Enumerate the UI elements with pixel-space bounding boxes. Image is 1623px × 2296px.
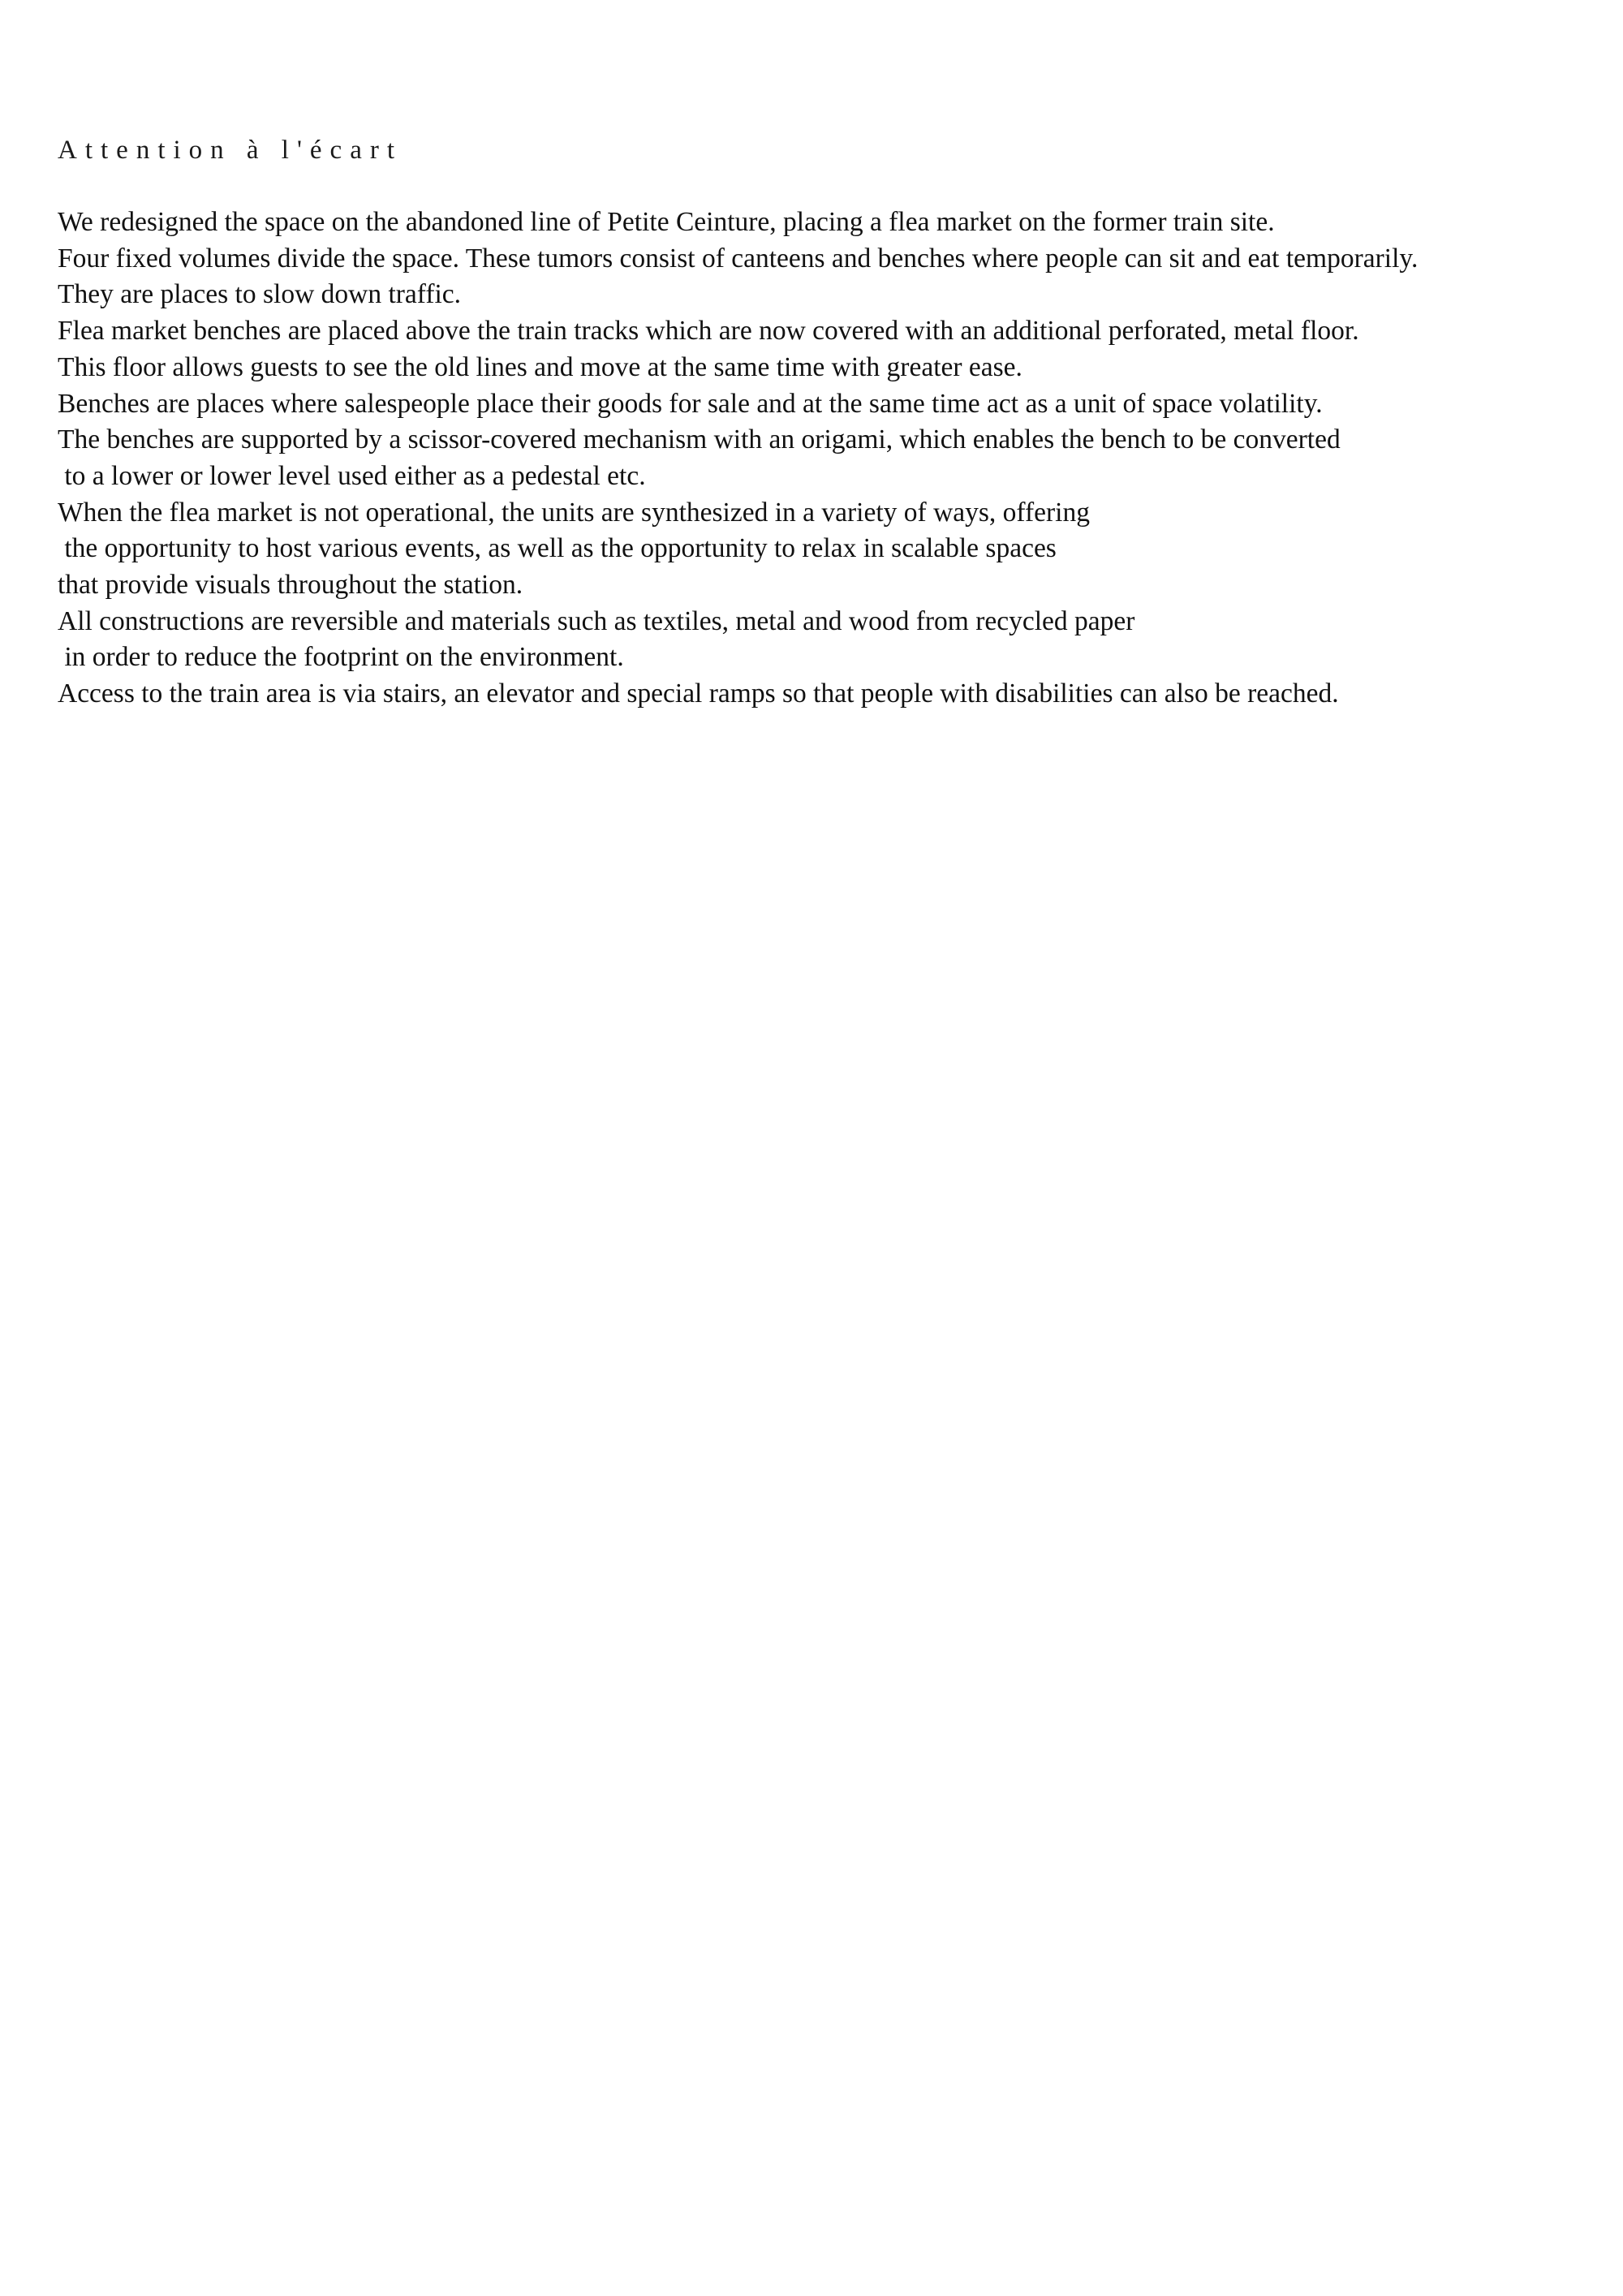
document-title: Attention à l'écart — [58, 136, 403, 165]
description-text — [58, 205, 1418, 713]
text-line: Flea market benches are placed above the train tracks which are now covered with an additional perforated, metal floor. — [58, 316, 1359, 347]
text-line: in order to reduce the footprint on the environment. — [58, 642, 624, 673]
text-line: Four fixed volumes divide the space. These tumors consist of canteens and benches where people can sit and eat temporarily. — [58, 243, 1419, 274]
text-line: When the flea market is not operational, the units are synthesized in a variety of ways, offering — [58, 497, 1090, 528]
text-line: They are places to slow down traffic. — [58, 279, 462, 310]
text-line: the opportunity to host various events, as well as the opportunity to relax in scalable spaces — [58, 533, 1057, 564]
text-line: The benches are supported by a scissor-covered mechanism with an origami, which enables the bench to be converted — [58, 424, 1341, 455]
text-line: that provide visuals throughout the station. — [58, 570, 523, 601]
text-line: Access to the train area is via stairs, an elevator and special ramps so that people with disabilities can also be reached. — [58, 678, 1339, 709]
text-line: Benches are places where salespeople place their goods for sale and at the same time act as a unit of space volatility. — [58, 388, 1323, 419]
text-line: We redesigned the space on the abandoned line of Petite Ceinture, placing a flea market on the former train site. — [58, 207, 1275, 237]
text-line: to a lower or lower level used either as a pedestal etc. — [58, 460, 646, 491]
text-line: All constructions are reversible and materials such as textiles, metal and wood from recycled paper — [58, 605, 1135, 636]
text-line: This floor allows guests to see the old lines and move at the same time with greater ease. — [58, 351, 1022, 382]
